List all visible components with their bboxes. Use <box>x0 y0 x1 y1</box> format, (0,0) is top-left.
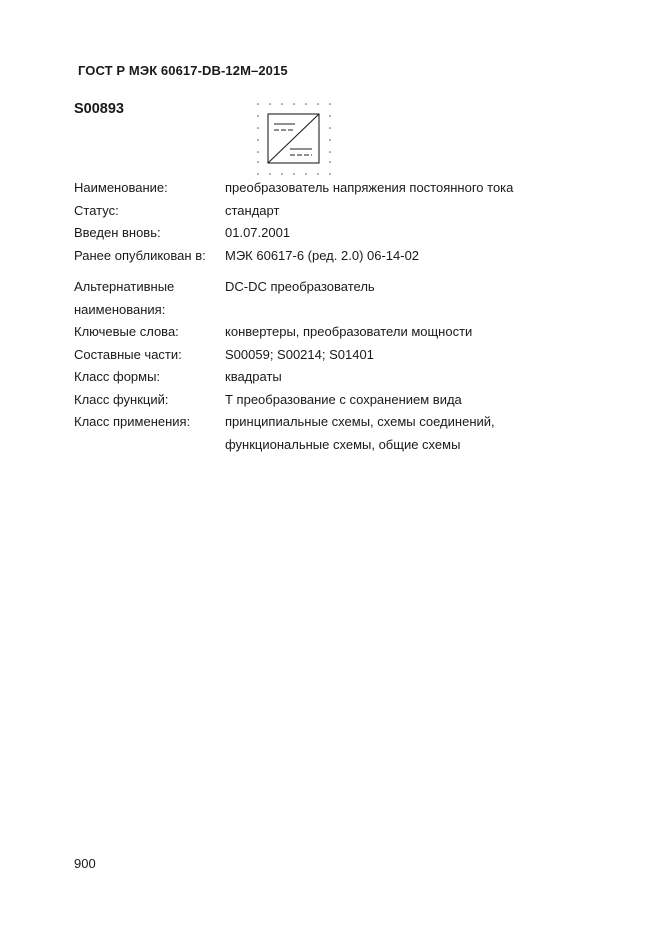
field-value: квадраты <box>225 369 282 384</box>
field-status <box>74 200 634 223</box>
field-value: 01.07.2001 <box>225 225 291 240</box>
field-label: Класс функций: <box>74 391 169 407</box>
field-label: Класс формы: <box>74 369 161 384</box>
field-label: Класс применения: <box>74 414 191 429</box>
field-value: Т преобразование с сохранением вида <box>225 391 462 407</box>
field-label: Составные части: <box>74 346 182 362</box>
field-function-class <box>74 389 634 412</box>
field-components <box>74 344 634 367</box>
field-shape-class <box>74 366 634 389</box>
field-previously-published <box>74 245 634 268</box>
symbol-code: S00893 <box>74 101 124 117</box>
symbol-fields <box>74 177 634 456</box>
field-value-line: функциональные схемы, общие схемы <box>225 436 461 452</box>
field-value: МЭК 60617-6 (ред. 2.0) 06-14-02 <box>225 247 420 263</box>
field-value <box>225 411 634 456</box>
field-label: Введен вновь: <box>74 225 161 240</box>
field-label: Наименование: <box>74 180 168 195</box>
field-label: Ключевые слова: <box>74 324 179 339</box>
field-value: S00059; S00214; S01401 <box>225 346 374 362</box>
field-alternative-names <box>74 276 634 321</box>
field-name <box>74 177 634 200</box>
field-value: стандарт <box>225 202 280 218</box>
document-header: ГОСТ Р МЭК 60617-DB-12M–2015 <box>78 63 288 78</box>
field-label: Статус: <box>74 202 119 218</box>
field-value-line: принципиальные схемы, схемы соединений, <box>225 414 495 429</box>
field-application-class <box>74 411 634 456</box>
field-keywords <box>74 321 634 344</box>
field-label-line: Альтернативные <box>74 279 175 294</box>
field-value: DC-DC преобразователь <box>225 279 375 294</box>
dc-dc-converter-symbol-icon <box>252 100 334 178</box>
field-label <box>74 276 225 321</box>
field-label: Ранее опубликован в: <box>74 247 206 263</box>
field-label-line: наименования: <box>74 301 166 317</box>
field-introduced <box>74 222 634 245</box>
page-number: 900 <box>74 856 96 871</box>
field-value: преобразователь напряжения постоянного тока <box>225 180 514 195</box>
field-value: конвертеры, преобразователи мощности <box>225 324 473 339</box>
